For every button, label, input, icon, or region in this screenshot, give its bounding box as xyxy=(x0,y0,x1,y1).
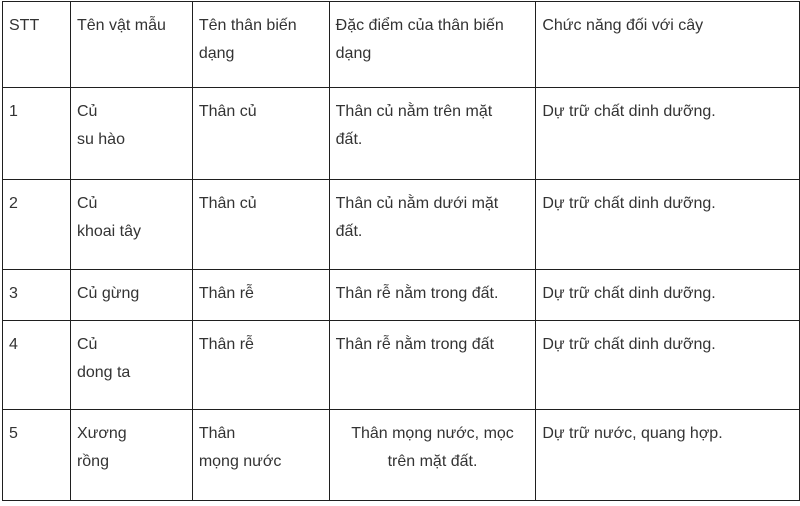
header-text: STT xyxy=(9,17,40,34)
header-cell-stem-feature xyxy=(329,2,536,88)
cell-text: su hào xyxy=(76,131,125,148)
cell-text: Củ xyxy=(76,103,98,120)
cell-plant-function xyxy=(536,410,800,501)
cell-text: Dự trữ chất dinh dưỡng. xyxy=(542,285,716,302)
cell-text: Thân xyxy=(198,425,236,442)
cell-specimen-name xyxy=(70,321,192,410)
cell-text: 2 xyxy=(9,195,18,212)
cell-text: đất. xyxy=(335,131,363,148)
cell-text: Dự trữ chất dinh dưỡng. xyxy=(542,336,716,353)
table-row xyxy=(3,180,800,270)
cell-text: Thân rễ xyxy=(198,285,254,302)
cell-text: Củ xyxy=(76,336,98,353)
cell-text: Thân củ nằm dưới mặt xyxy=(335,195,499,212)
cell-text: Củ xyxy=(76,195,98,212)
cell-text: Củ gừng xyxy=(76,285,140,302)
cell-stem-feature xyxy=(329,270,536,321)
cell-specimen-name xyxy=(70,410,192,501)
cell-plant-function xyxy=(536,321,800,410)
cell-modified-stem-name xyxy=(192,321,329,410)
cell-stem-feature xyxy=(329,321,536,410)
cell-text: Dự trữ chất dinh dưỡng. xyxy=(542,103,716,120)
cell-stt xyxy=(3,321,71,410)
header-text: Tên vật mẫu xyxy=(76,17,166,34)
cell-text: trên mặt đất. xyxy=(387,453,478,470)
header-text: Chức năng đối với cây xyxy=(542,17,704,34)
cell-stt xyxy=(3,88,71,180)
cell-stem-feature xyxy=(329,410,536,501)
cell-text: Dự trữ nước, quang hợp. xyxy=(542,425,723,442)
cell-plant-function xyxy=(536,88,800,180)
cell-text: Thân rễ xyxy=(198,336,254,353)
cell-stt xyxy=(3,410,71,501)
cell-text: đất. xyxy=(335,223,363,240)
cell-text: Thân củ xyxy=(198,103,257,120)
data-table xyxy=(2,1,800,501)
cell-text: Thân mọng nước, mọc xyxy=(351,425,514,442)
cell-plant-function xyxy=(536,180,800,270)
cell-plant-function xyxy=(536,270,800,321)
header-cell-stt xyxy=(3,2,71,88)
header-text: dạng xyxy=(335,45,372,62)
cell-modified-stem-name xyxy=(192,88,329,180)
cell-text: 5 xyxy=(9,425,18,442)
table-row xyxy=(3,88,800,180)
cell-text: 1 xyxy=(9,103,18,120)
cell-specimen-name xyxy=(70,180,192,270)
cell-stt xyxy=(3,180,71,270)
header-cell-specimen-name xyxy=(70,2,192,88)
cell-modified-stem-name xyxy=(192,180,329,270)
cell-text: khoai tây xyxy=(76,223,141,240)
cell-text: Thân củ xyxy=(198,195,257,212)
header-text: dạng xyxy=(198,45,235,62)
cell-specimen-name xyxy=(70,270,192,321)
cell-text: rồng xyxy=(76,453,109,470)
cell-modified-stem-name xyxy=(192,270,329,321)
cell-text: Xương xyxy=(76,425,127,442)
header-cell-modified-stem-name xyxy=(192,2,329,88)
cell-text: mọng nước xyxy=(198,453,282,470)
header-text: Đặc điểm của thân biến xyxy=(335,17,504,34)
header-text: Tên thân biến xyxy=(198,17,297,34)
cell-stem-feature xyxy=(329,88,536,180)
table-row xyxy=(3,270,800,321)
table-row xyxy=(3,321,800,410)
cell-text: dong ta xyxy=(76,364,131,381)
cell-modified-stem-name xyxy=(192,410,329,501)
cell-text: 4 xyxy=(9,336,18,353)
cell-stt xyxy=(3,270,71,321)
cell-text: Thân rễ nằm trong đất xyxy=(335,336,494,353)
cell-text: 3 xyxy=(9,285,18,302)
table-header-row xyxy=(3,2,800,88)
cell-text: Thân củ nằm trên mặt xyxy=(335,103,493,120)
cell-stem-feature xyxy=(329,180,536,270)
cell-specimen-name xyxy=(70,88,192,180)
header-cell-plant-function xyxy=(536,2,800,88)
cell-text: Dự trữ chất dinh dưỡng. xyxy=(542,195,716,212)
table-row xyxy=(3,410,800,501)
cell-text: Thân rễ nằm trong đất. xyxy=(335,285,499,302)
